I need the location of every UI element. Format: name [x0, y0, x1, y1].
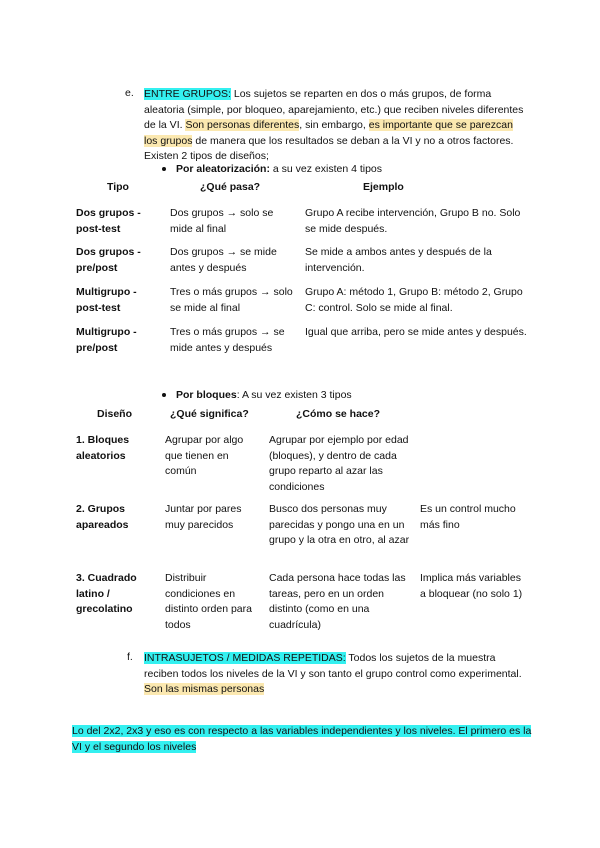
table2-header-significa: ¿Qué significa?	[170, 408, 249, 420]
section-e-text1: Los sujetos se reparten en dos o más grupos, de forma aleatoria (simple, por bloqueo, aparejamiento, etc.) que reciben niveles diferentes de la VI.	[144, 88, 524, 132]
bullet-bloques	[162, 389, 352, 401]
table-cell: Es un control mucho más fino	[420, 503, 516, 531]
list-marker-e: e.	[125, 87, 134, 99]
table-cell: Implica más variables a bloquear (no solo 1)	[420, 572, 523, 600]
bullet-aleatorizacion-text: a su vez existen 4 tipos	[269, 163, 383, 175]
table-cell: Se mide a ambos antes y después de la intervención.	[305, 246, 492, 274]
table-cell: Grupo A: método 1, Grupo B: método 2, Grupo C: control. Solo se mide al final.	[305, 286, 523, 314]
bullet-bloques-text: : A su vez existen 3 tipos	[236, 389, 352, 401]
table-cell: Tres o más grupos → solo se mide al final	[170, 286, 293, 314]
bullet-aleatorizacion-label: Por aleatorización:	[176, 163, 270, 175]
section-f-text1: Todos los sujetos de la muestra reciben todos los niveles de la VI y son tanto el grupo control como experimental.	[144, 652, 522, 680]
table-row: Dos grupos - pre/post	[76, 246, 141, 274]
table1-header-ejemplo: Ejemplo	[363, 181, 404, 193]
table2-header-diseno: Diseño	[97, 408, 133, 420]
table-cell: Agrupar por algo que tienen en común	[165, 434, 244, 478]
footer-note-text: Lo del 2x2, 2x3 y eso es con respecto a las variables independientes y los niveles. El primero es la VI y el segundo los niveles	[72, 725, 532, 753]
bullet-icon	[162, 393, 166, 397]
bullet-aleatorizacion	[162, 163, 382, 175]
section-f-paragraph	[144, 651, 529, 698]
table-row: Multigrupo - pre/post	[76, 326, 137, 354]
section-f-heading: INTRASUJETOS / MEDIDAS REPETIDAS:	[144, 652, 346, 664]
table-cell: Agrupar por ejemplo por edad (bloques), y dentro de cada grupo reparto al azar las condiciones	[269, 434, 409, 493]
footer-note	[72, 724, 532, 755]
table-row: 3. Cuadrado latino / grecolatino	[76, 572, 137, 616]
table1-header-tipo: Tipo	[107, 181, 129, 193]
table-cell: Distribuir condiciones en distinto orden para todos	[165, 572, 252, 631]
table-row: Dos grupos - post-test	[76, 207, 141, 235]
bullet-icon	[162, 167, 166, 171]
table-cell: Dos grupos → se mide antes y después	[170, 246, 277, 274]
table-cell: Dos grupos → solo se mide al final	[170, 207, 274, 235]
list-marker-f: f.	[127, 651, 133, 663]
table-cell: Cada persona hace todas las tareas, pero en un orden distinto (como en una cuadrícula)	[269, 572, 406, 631]
table-cell: Juntar por pares muy parecidos	[165, 503, 242, 531]
section-e-paragraph	[144, 87, 529, 165]
table-row: 1. Bloques aleatorios	[76, 434, 130, 462]
bullet-bloques-label: Por bloques	[176, 389, 237, 401]
table1-header-que: ¿Qué pasa?	[200, 181, 261, 193]
table-cell: Busco dos personas muy parecidas y pongo una en un grupo y la otra en otro, al azar	[269, 503, 410, 547]
table-cell: Grupo A recibe intervención, Grupo B no. Solo se mide después.	[305, 207, 521, 235]
table-cell: Igual que arriba, pero se mide antes y después.	[305, 326, 527, 338]
table-row: Multigrupo - post-test	[76, 286, 137, 314]
section-e-text3: de manera que los resultados se deban a la VI y no a otros factores. Existen 2 tipos de diseños;	[144, 134, 514, 163]
section-e-heading: ENTRE GRUPOS:	[144, 88, 231, 100]
table-row: 2. Grupos apareados	[76, 503, 129, 531]
section-e-highlight2: es importante que se parezcan los grupos	[144, 119, 513, 147]
section-e-highlight1: Son personas diferentes	[185, 119, 300, 132]
section-e-text2: , sin embargo,	[299, 119, 369, 132]
section-f-highlight1: Son las mismas personas	[144, 683, 265, 696]
table-cell: Tres o más grupos → se mide antes y después	[170, 326, 285, 354]
table2-header-como: ¿Cómo se hace?	[296, 408, 381, 420]
